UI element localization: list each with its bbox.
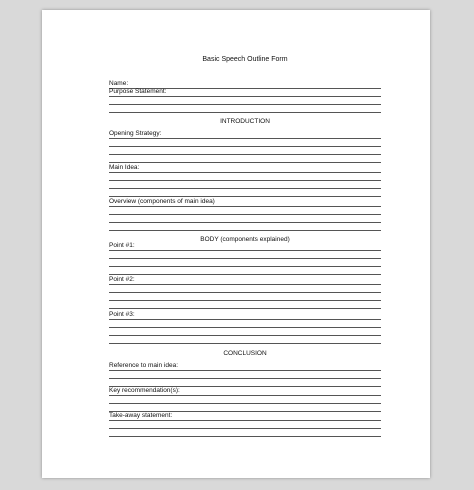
form-title: Basic Speech Outline Form [202,56,288,63]
point-2-label: Point #2: [109,276,135,283]
key-recommendation-label: Key recommendation(s): [109,387,180,394]
overview-label: Overview (components of main idea) [109,198,215,205]
purpose-line[interactable] [109,90,381,97]
main-idea-line[interactable] [109,166,381,173]
key-recommendation-line[interactable] [109,389,381,396]
opening-strategy-label: Opening Strategy: [109,130,162,137]
document-page [42,10,430,478]
blank-line[interactable] [109,182,381,189]
point-3-label: Point #3: [109,311,135,318]
blank-line[interactable] [109,329,381,336]
blank-line[interactable] [109,294,381,301]
blank-line[interactable] [109,148,381,155]
blank-line[interactable] [109,372,381,379]
blank-line[interactable] [109,302,381,309]
blank-line[interactable] [109,208,381,215]
overview-line[interactable] [109,200,381,207]
reference-label: Reference to main idea: [109,362,179,369]
heading-introduction: INTRODUCTION [220,118,270,125]
point-1-label: Point #1: [109,242,135,249]
blank-line[interactable] [109,286,381,293]
blank-line[interactable] [109,106,381,113]
blank-line[interactable] [109,98,381,105]
blank-line[interactable] [109,321,381,328]
point-2-line[interactable] [109,278,381,285]
blank-line[interactable] [109,216,381,223]
heading-body: BODY (components explained) [200,236,290,243]
purpose-label: Purpose Statement: [109,88,167,95]
blank-line[interactable] [109,405,381,412]
blank-line[interactable] [109,252,381,259]
point-3-line[interactable] [109,313,381,320]
take-away-line[interactable] [109,414,381,421]
blank-line[interactable] [109,430,381,437]
take-away-label: Take-away statement: [109,412,173,419]
blank-line[interactable] [109,397,381,404]
blank-line[interactable] [109,380,381,387]
reference-line[interactable] [109,364,381,371]
blank-line[interactable] [109,422,381,429]
opening-strategy-line[interactable] [109,132,381,139]
blank-line[interactable] [109,337,381,344]
blank-line[interactable] [109,156,381,163]
main-idea-label: Main Idea: [109,164,140,171]
blank-line[interactable] [109,140,381,147]
blank-line[interactable] [109,224,381,231]
heading-conclusion: CONCLUSION [223,350,267,357]
name-label: Name: [109,80,129,87]
blank-line[interactable] [109,260,381,267]
blank-line[interactable] [109,190,381,197]
blank-line[interactable] [109,268,381,275]
blank-line[interactable] [109,174,381,181]
point-1-line[interactable] [109,244,381,251]
